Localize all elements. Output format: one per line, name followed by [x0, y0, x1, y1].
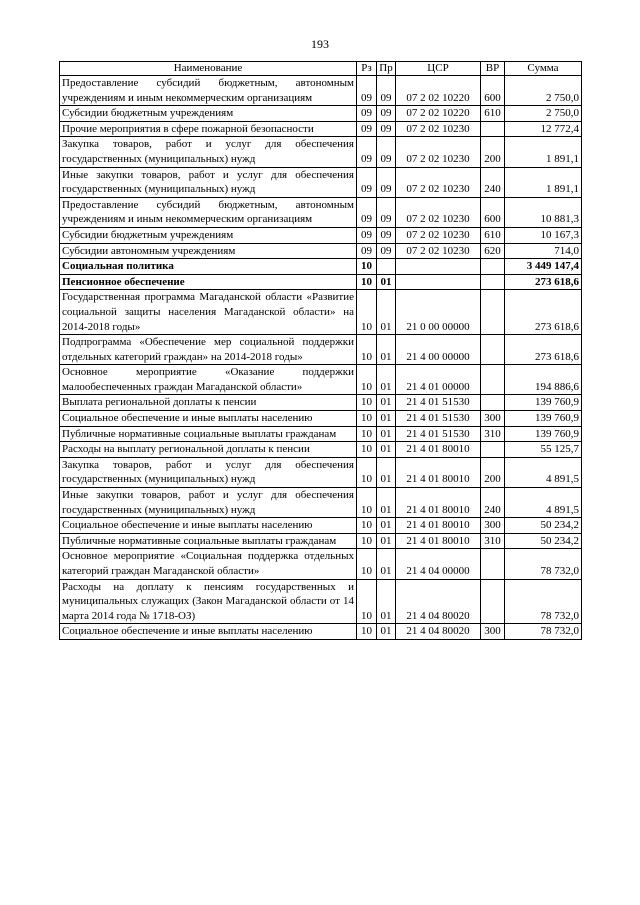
- cell-sum: 2 750,0: [505, 106, 582, 122]
- cell-name: Субсидии бюджетным учреждениям: [60, 106, 357, 122]
- cell-csr: 21 4 01 80010: [396, 533, 481, 549]
- cell-sum: 273 618,6: [505, 335, 582, 365]
- cell-csr: [396, 274, 481, 290]
- table-row: [60, 411, 582, 427]
- cell-name: Закупка товаров, работ и услуг для обеспечения государственных (муниципальных) нужд: [60, 457, 357, 487]
- cell-csr: 07 2 02 10220: [396, 106, 481, 122]
- cell-csr: 21 4 04 80020: [396, 624, 481, 640]
- page-number: 193: [311, 37, 329, 51]
- cell-sum: 55 125,7: [505, 442, 582, 458]
- table-row: [60, 167, 582, 197]
- cell-vr: 200: [481, 137, 505, 167]
- cell-csr: 21 4 04 80020: [396, 579, 481, 624]
- table-row: [60, 365, 582, 395]
- cell-pr: 01: [377, 624, 396, 640]
- table-row: [60, 426, 582, 442]
- column-header-rz: Рз: [357, 62, 377, 76]
- table-row: [60, 518, 582, 534]
- cell-name: Выплата региональной доплаты к пенсии: [60, 395, 357, 411]
- cell-vr: 240: [481, 488, 505, 518]
- cell-csr: 07 2 02 10230: [396, 243, 481, 259]
- cell-pr: 01: [377, 395, 396, 411]
- column-header-csr: ЦСР: [396, 62, 481, 76]
- cell-csr: 21 4 01 80010: [396, 442, 481, 458]
- cell-csr: 07 2 02 10230: [396, 167, 481, 197]
- cell-csr: 07 2 02 10230: [396, 197, 481, 227]
- table-row: [60, 579, 582, 624]
- cell-rz: 10: [357, 518, 377, 534]
- cell-pr: 01: [377, 533, 396, 549]
- table-row: [60, 197, 582, 227]
- cell-sum: 78 732,0: [505, 579, 582, 624]
- cell-vr: [481, 274, 505, 290]
- cell-rz: 09: [357, 121, 377, 137]
- column-header-pr: Пр: [377, 62, 396, 76]
- cell-rz: 10: [357, 442, 377, 458]
- cell-sum: 273 618,6: [505, 290, 582, 335]
- table-row: [60, 335, 582, 365]
- cell-pr: 01: [377, 365, 396, 395]
- table-row: [60, 457, 582, 487]
- cell-pr: [377, 259, 396, 275]
- table-row: [60, 227, 582, 243]
- cell-vr: 600: [481, 76, 505, 106]
- cell-vr: [481, 259, 505, 275]
- cell-vr: [481, 121, 505, 137]
- cell-pr: 01: [377, 457, 396, 487]
- cell-csr: 21 4 01 51530: [396, 395, 481, 411]
- cell-rz: 09: [357, 76, 377, 106]
- cell-rz: 10: [357, 259, 377, 275]
- cell-csr: 21 0 00 00000: [396, 290, 481, 335]
- cell-pr: 01: [377, 335, 396, 365]
- cell-pr: 01: [377, 549, 396, 579]
- cell-sum: 2 750,0: [505, 76, 582, 106]
- cell-name: Подпрограмма «Обеспечение мер социальной поддержки отдельных категорий граждан» на 2014-2018 годы»: [60, 335, 357, 365]
- cell-rz: 09: [357, 106, 377, 122]
- cell-vr: 610: [481, 227, 505, 243]
- cell-vr: 310: [481, 426, 505, 442]
- table-row: [60, 121, 582, 137]
- cell-vr: [481, 395, 505, 411]
- table-row: [60, 106, 582, 122]
- table-row: [60, 243, 582, 259]
- cell-name: Предоставление субсидий бюджетным, автономным учреждениям и иным некоммерческим организациям: [60, 76, 357, 106]
- cell-name: Закупка товаров, работ и услуг для обеспечения государственных (муниципальных) нужд: [60, 137, 357, 167]
- cell-csr: 21 4 01 00000: [396, 365, 481, 395]
- cell-csr: 07 2 02 10230: [396, 227, 481, 243]
- cell-pr: 01: [377, 426, 396, 442]
- column-header-sum: Сумма: [505, 62, 582, 76]
- cell-pr: 09: [377, 227, 396, 243]
- cell-name: Социальное обеспечение и иные выплаты населению: [60, 411, 357, 427]
- table-row: [60, 290, 582, 335]
- cell-pr: 09: [377, 243, 396, 259]
- cell-sum: 78 732,0: [505, 549, 582, 579]
- cell-sum: 50 234,2: [505, 533, 582, 549]
- cell-csr: [396, 259, 481, 275]
- cell-vr: 310: [481, 533, 505, 549]
- cell-vr: 240: [481, 167, 505, 197]
- cell-name: Иные закупки товаров, работ и услуг для обеспечения государственных (муниципальных) нужд: [60, 167, 357, 197]
- cell-pr: 01: [377, 518, 396, 534]
- cell-rz: 10: [357, 488, 377, 518]
- cell-name: Социальное обеспечение и иные выплаты населению: [60, 624, 357, 640]
- table-header-row: [60, 62, 582, 76]
- table-row: [60, 395, 582, 411]
- cell-vr: [481, 442, 505, 458]
- cell-name: Расходы на доплату к пенсиям государственных и муниципальных служащих (Закон Магаданской области от 14 марта 2014 года № 1718-ОЗ): [60, 579, 357, 624]
- table-row: [60, 533, 582, 549]
- cell-name: Пенсионное обеспечение: [60, 274, 357, 290]
- cell-rz: 10: [357, 411, 377, 427]
- table-row: [60, 274, 582, 290]
- cell-name: Расходы на выплату региональной доплаты к пенсии: [60, 442, 357, 458]
- cell-name: Социальное обеспечение и иные выплаты населению: [60, 518, 357, 534]
- table-row: [60, 488, 582, 518]
- cell-csr: 21 4 00 00000: [396, 335, 481, 365]
- cell-pr: 01: [377, 579, 396, 624]
- cell-vr: 620: [481, 243, 505, 259]
- table-body: [60, 76, 582, 640]
- cell-name: Публичные нормативные социальные выплаты гражданам: [60, 533, 357, 549]
- cell-pr: 01: [377, 274, 396, 290]
- table-row: [60, 76, 582, 106]
- cell-sum: 139 760,9: [505, 426, 582, 442]
- cell-name: Субсидии автономным учреждениям: [60, 243, 357, 259]
- table-row: [60, 624, 582, 640]
- cell-name: Субсидии бюджетным учреждениям: [60, 227, 357, 243]
- cell-pr: 01: [377, 488, 396, 518]
- cell-csr: 21 4 01 80010: [396, 488, 481, 518]
- cell-name: Публичные нормативные социальные выплаты гражданам: [60, 426, 357, 442]
- cell-pr: 09: [377, 167, 396, 197]
- cell-csr: 07 2 02 10230: [396, 121, 481, 137]
- cell-vr: 610: [481, 106, 505, 122]
- cell-rz: 10: [357, 365, 377, 395]
- cell-pr: 01: [377, 442, 396, 458]
- cell-vr: [481, 579, 505, 624]
- cell-rz: 10: [357, 533, 377, 549]
- cell-rz: 10: [357, 624, 377, 640]
- cell-sum: 194 886,6: [505, 365, 582, 395]
- cell-rz: 10: [357, 290, 377, 335]
- cell-sum: 4 891,5: [505, 457, 582, 487]
- cell-csr: 21 4 01 51530: [396, 426, 481, 442]
- cell-sum: 10 881,3: [505, 197, 582, 227]
- cell-name: Основное мероприятие «Оказание поддержки малообеспеченных граждан Магаданской области»: [60, 365, 357, 395]
- cell-vr: 300: [481, 624, 505, 640]
- cell-csr: 21 4 01 51530: [396, 411, 481, 427]
- cell-sum: 273 618,6: [505, 274, 582, 290]
- cell-rz: 10: [357, 457, 377, 487]
- cell-pr: 09: [377, 106, 396, 122]
- cell-sum: 3 449 147,4: [505, 259, 582, 275]
- cell-sum: 1 891,1: [505, 137, 582, 167]
- column-header-name: Наименование: [60, 62, 357, 76]
- budget-table: [59, 61, 582, 640]
- cell-vr: [481, 335, 505, 365]
- cell-sum: 139 760,9: [505, 411, 582, 427]
- cell-name: Иные закупки товаров, работ и услуг для обеспечения государственных (муниципальных) нужд: [60, 488, 357, 518]
- cell-rz: 09: [357, 167, 377, 197]
- cell-rz: 10: [357, 579, 377, 624]
- cell-pr: 01: [377, 411, 396, 427]
- cell-sum: 714,0: [505, 243, 582, 259]
- cell-sum: 4 891,5: [505, 488, 582, 518]
- cell-csr: 21 4 04 00000: [396, 549, 481, 579]
- cell-csr: 21 4 01 80010: [396, 457, 481, 487]
- table-row: [60, 549, 582, 579]
- cell-vr: 600: [481, 197, 505, 227]
- cell-name: Основное мероприятие «Социальная поддержка отдельных категорий граждан Магаданской области»: [60, 549, 357, 579]
- column-header-vr: ВР: [481, 62, 505, 76]
- cell-sum: 50 234,2: [505, 518, 582, 534]
- cell-rz: 09: [357, 197, 377, 227]
- cell-rz: 09: [357, 243, 377, 259]
- cell-name: Государственная программа Магаданской области «Развитие социальной защиты населения Магаданской области» на 2014-2018 годы»: [60, 290, 357, 335]
- cell-pr: 09: [377, 197, 396, 227]
- cell-sum: 12 772,4: [505, 121, 582, 137]
- cell-pr: 09: [377, 76, 396, 106]
- cell-rz: 10: [357, 549, 377, 579]
- cell-csr: 07 2 02 10230: [396, 137, 481, 167]
- cell-name: Прочие мероприятия в сфере пожарной безопасности: [60, 121, 357, 137]
- cell-vr: [481, 549, 505, 579]
- cell-rz: 10: [357, 335, 377, 365]
- cell-sum: 1 891,1: [505, 167, 582, 197]
- cell-vr: [481, 365, 505, 395]
- cell-pr: 09: [377, 121, 396, 137]
- table-row: [60, 442, 582, 458]
- cell-vr: 300: [481, 411, 505, 427]
- cell-name: Социальная политика: [60, 259, 357, 275]
- cell-pr: 09: [377, 137, 396, 167]
- cell-vr: 300: [481, 518, 505, 534]
- cell-rz: 10: [357, 274, 377, 290]
- cell-vr: [481, 290, 505, 335]
- cell-rz: 09: [357, 227, 377, 243]
- cell-csr: 21 4 01 80010: [396, 518, 481, 534]
- cell-rz: 09: [357, 137, 377, 167]
- cell-rz: 10: [357, 395, 377, 411]
- cell-sum: 78 732,0: [505, 624, 582, 640]
- cell-name: Предоставление субсидий бюджетным, автономным учреждениям и иным некоммерческим организациям: [60, 197, 357, 227]
- cell-rz: 10: [357, 426, 377, 442]
- cell-vr: 200: [481, 457, 505, 487]
- cell-csr: 07 2 02 10220: [396, 76, 481, 106]
- table-row: [60, 259, 582, 275]
- cell-sum: 10 167,3: [505, 227, 582, 243]
- cell-sum: 139 760,9: [505, 395, 582, 411]
- table-row: [60, 137, 582, 167]
- cell-pr: 01: [377, 290, 396, 335]
